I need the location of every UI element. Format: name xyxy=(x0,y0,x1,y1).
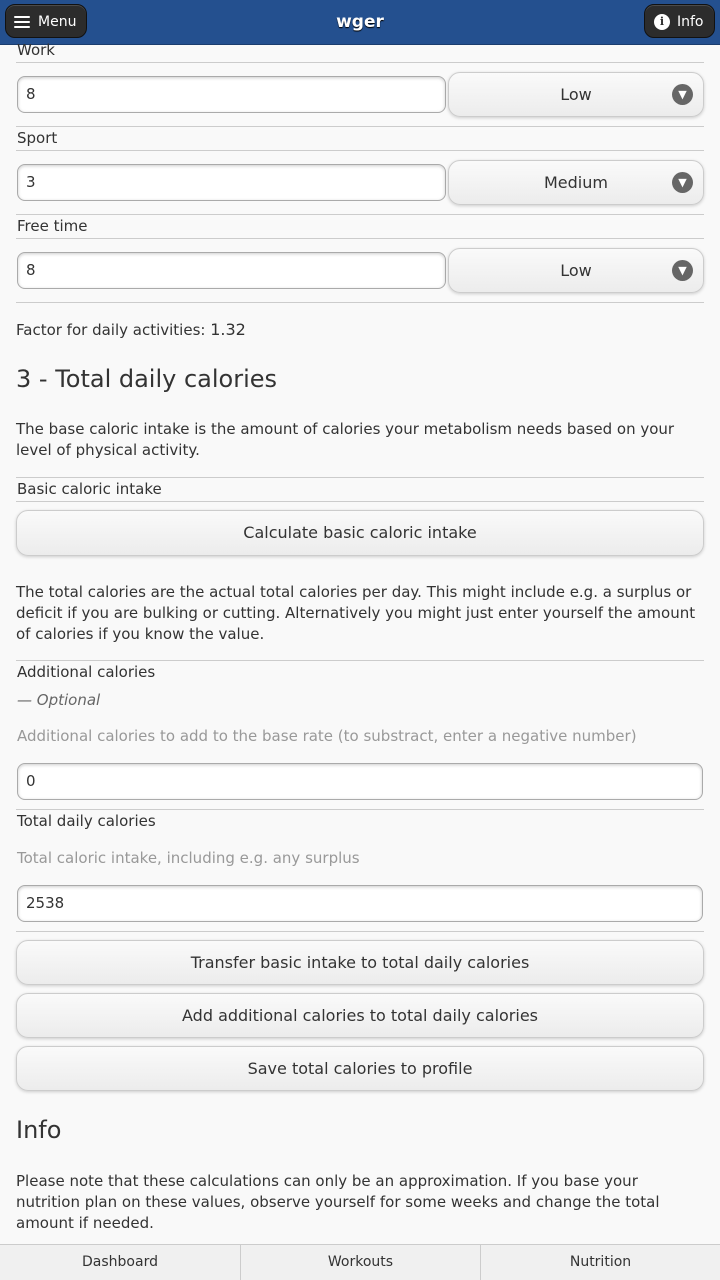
calculate-basic-intake-button[interactable]: Calculate basic caloric intake xyxy=(16,510,704,556)
info-heading: Info xyxy=(16,1116,62,1144)
divider xyxy=(16,501,704,502)
activity-factor-value: 1.32 xyxy=(210,320,246,339)
free-time-intensity-select[interactable] xyxy=(448,248,704,293)
transfer-basic-intake-button[interactable]: Transfer basic intake to total daily calories xyxy=(16,940,704,985)
sport-intensity-select[interactable] xyxy=(448,160,704,205)
app-header xyxy=(0,0,720,45)
total-calories-input[interactable]: 2538 xyxy=(17,885,703,922)
tab-workouts[interactable]: Workouts xyxy=(241,1245,481,1280)
divider xyxy=(16,931,704,932)
intake-description: The base caloric intake is the amount of calories your metabolism needs based on your level of physical activity. xyxy=(16,420,675,459)
divider xyxy=(16,302,704,303)
activity-factor xyxy=(16,320,246,339)
basic-intake-label: Basic caloric intake xyxy=(17,480,162,498)
save-total-calories-button[interactable]: Save total calories to profile xyxy=(16,1046,704,1091)
divider xyxy=(16,477,704,478)
divider xyxy=(16,126,704,127)
chevron-down-icon: ▼ xyxy=(672,84,693,105)
work-intensity-select[interactable] xyxy=(448,72,704,117)
info-button[interactable] xyxy=(644,4,715,38)
additional-calories-input[interactable]: 0 xyxy=(17,763,703,800)
add-additional-calories-button[interactable]: Add additional calories to total daily calories xyxy=(16,993,704,1038)
menu-label: Menu xyxy=(38,14,77,30)
app-title: wger xyxy=(336,12,384,32)
info-text: Please note that these calculations can only be an approximation. If you base your nutrition plan on these values, observe yourself for some weeks and change the total amount if needed. xyxy=(16,1172,660,1232)
free-time-intensity-value: Low xyxy=(560,261,592,280)
total-calories-heading: 3 - Total daily calories xyxy=(16,365,278,393)
free-time-label: Free time xyxy=(17,217,88,235)
chevron-down-icon: ▼ xyxy=(672,260,693,281)
divider xyxy=(16,150,704,151)
free-time-hours-input[interactable]: 8 xyxy=(17,252,446,289)
footer-nav xyxy=(0,1244,720,1280)
divider xyxy=(16,62,704,63)
total-calories-hint: Total caloric intake, including e.g. any surplus xyxy=(17,849,360,867)
activity-factor-label: Factor for daily activities: xyxy=(16,321,206,339)
sport-label: Sport xyxy=(17,129,58,147)
divider xyxy=(16,214,704,215)
total-calories-description: The total calories are the actual total calories per day. This might include e.g. a surplus or deficit if you are bulking or cutting. Alternatively you might just enter yourself the amount of calories if you know the value. xyxy=(16,583,696,643)
info-label: Info xyxy=(677,14,704,30)
additional-calories-label: Additional calories xyxy=(17,663,156,681)
tab-nutrition[interactable]: Nutrition xyxy=(569,1254,632,1270)
work-intensity-value: Low xyxy=(560,85,592,104)
sport-hours-input[interactable]: 3 xyxy=(17,164,446,201)
divider xyxy=(16,660,704,661)
chevron-down-icon: ▼ xyxy=(672,172,693,193)
additional-calories-hint: Additional calories to add to the base rate (to substract, enter a negative number) xyxy=(17,727,637,745)
divider xyxy=(16,238,704,239)
work-label: Work xyxy=(17,41,55,59)
info-icon: i xyxy=(654,14,670,30)
tab-dashboard[interactable]: Dashboard xyxy=(0,1245,241,1280)
optional-note: — Optional xyxy=(17,691,101,709)
total-daily-calories-label: Total daily calories xyxy=(17,812,156,830)
sport-intensity-value: Medium xyxy=(544,173,608,192)
work-hours-input[interactable]: 8 xyxy=(17,76,446,113)
divider xyxy=(16,809,704,810)
